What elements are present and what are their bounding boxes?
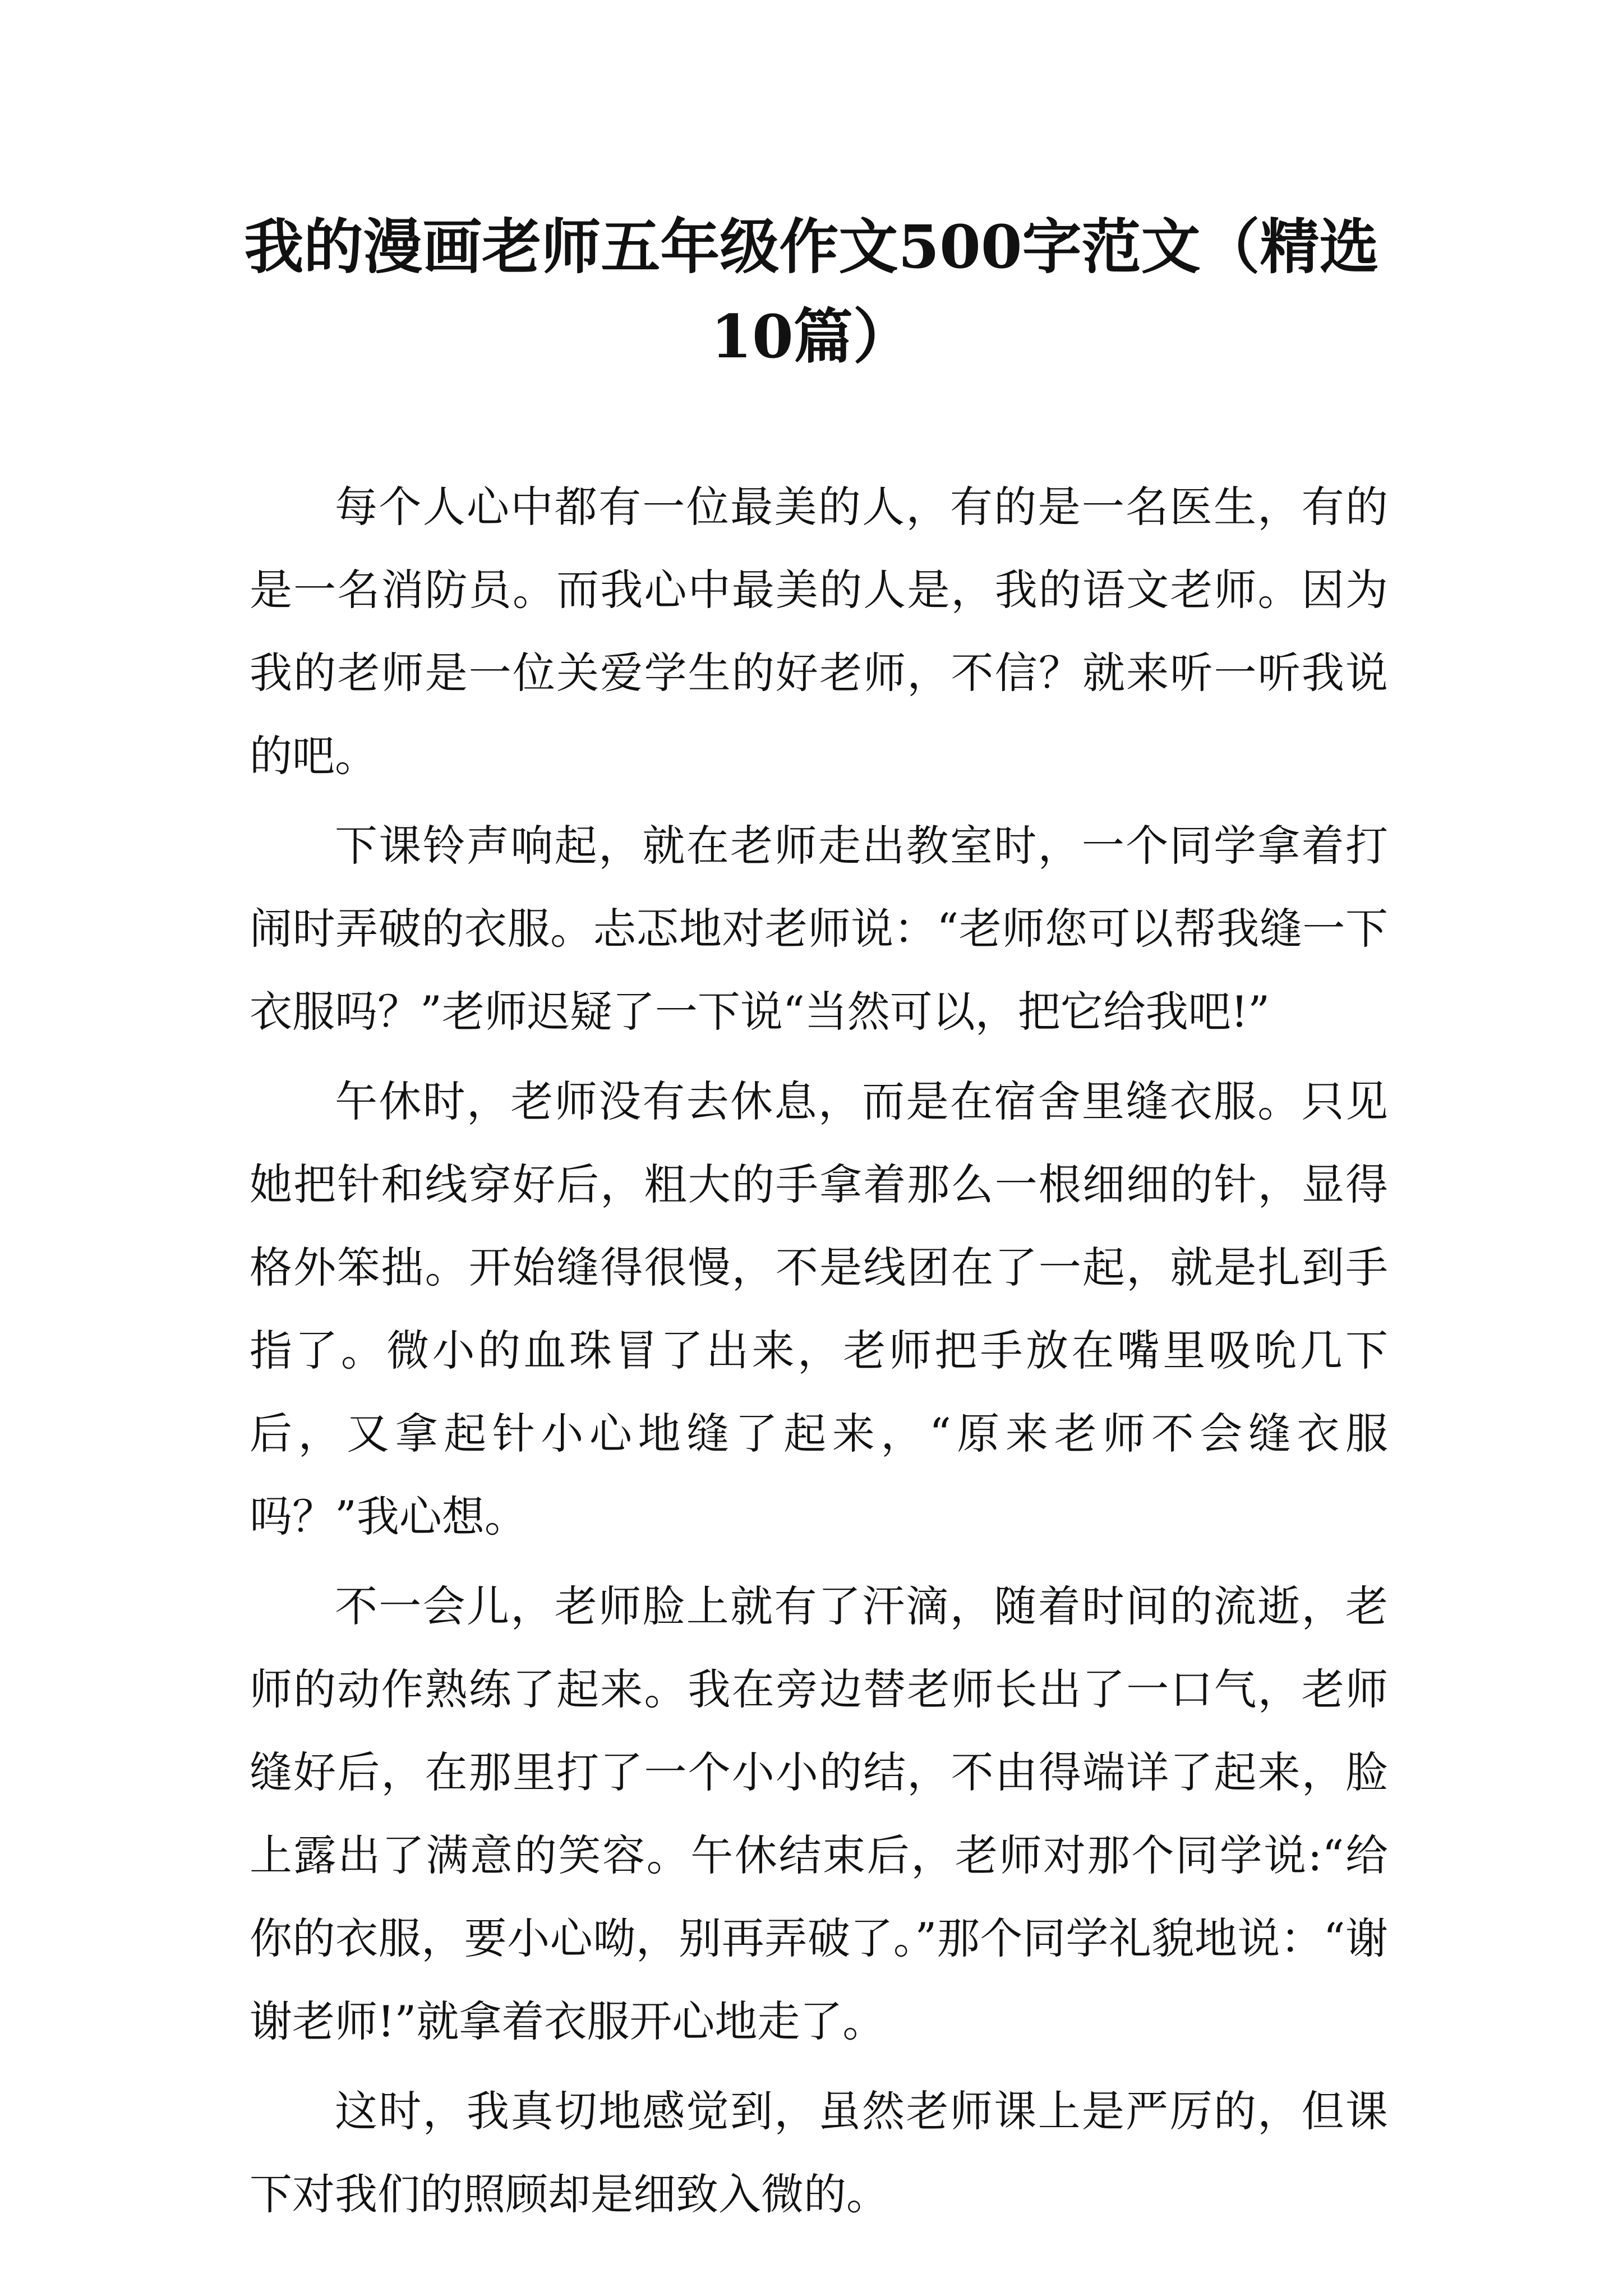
paragraph: 午休时，老师没有去休息，而是在宿舍里缝衣服。只见她把针和线穿好后，粗大的手拿着那么一根细细的针，显得格外笨拙。开始缝得很慢，不是线团在了一起，就是扎到手指了。微小的血珠冒了出来，老师把手放在嘴里吸吮几下后，又拿起针小心地缝了起来，“原来老师不会缝衣服吗？”我心想。 (250, 1076, 1388, 1542)
document-body (250, 466, 1388, 2243)
paragraph: 下课铃声响起，就在老师走出教室时，一个同学拿着打闹时弄破的衣服。忐忑地对老师说：“老师您可以帮我缝一下衣服吗？”老师迟疑了一下说“当然可以，把它给我吧!” (250, 821, 1388, 1037)
paragraph: 不一会儿，老师脸上就有了汗滴，随着时间的流逝，老师的动作熟练了起来。我在旁边替老师长出了一口气，老师缝好后，在那里打了一个小小的结，不由得端详了起来，脸上露出了满意的笑容。午休结束后，老师对那个同学说:“给你的衣服，要小心呦，别再弄破了。”那个同学礼貌地说：“谢谢老师!”就拿着衣服开心地走了。 (250, 1581, 1388, 2046)
paragraph: 每个人心中都有一位最美的人，有的是一名医生，有的是一名消防员。而我心中最美的人是，我的语文老师。因为我的老师是一位关爱学生的好老师，不信？就来听一听我说的吧。 (250, 482, 1388, 781)
paragraph: 这时，我真切地感觉到，虽然老师课上是严厉的，但课下对我们的照顾却是细致入微的。 (250, 2086, 1388, 2219)
document-title: 我的漫画老师五年级作文500字范文（精选10篇） (244, 211, 1379, 371)
